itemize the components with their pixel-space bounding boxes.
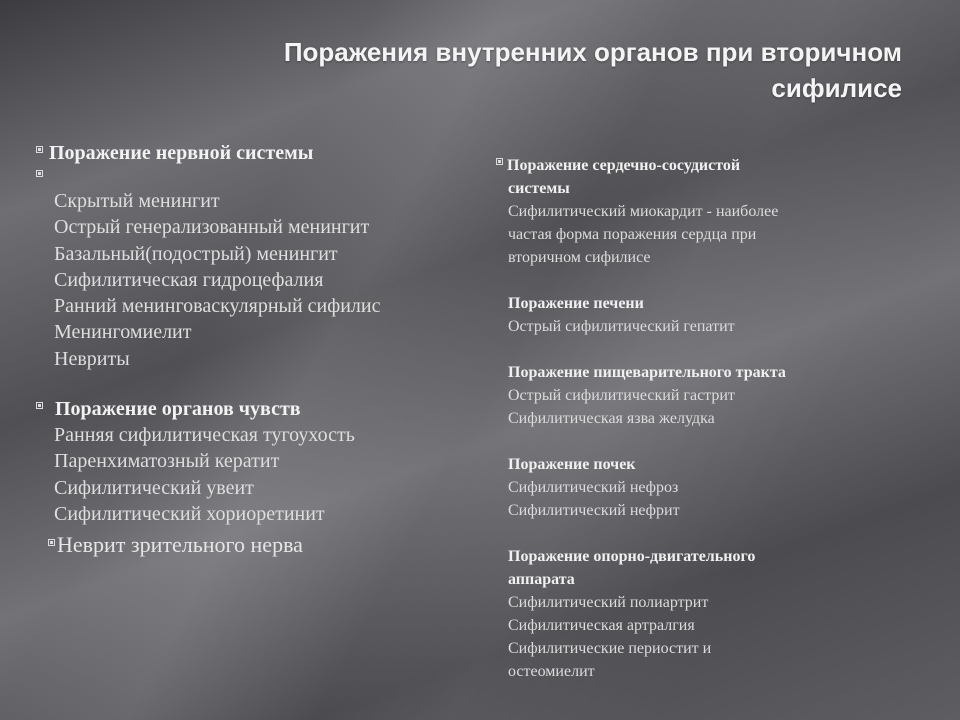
right-column: [496, 154, 896, 683]
nervous-system-heading: [36, 140, 476, 166]
musculoskeletal-heading-line1: Поражение опорно-двигательного: [508, 548, 756, 565]
list-item: Сифилитический увеит: [54, 476, 254, 499]
list-item: Острый сифилитический гастрит: [508, 387, 735, 404]
slide-title-line1: Поражения внутренних органов при вторичном: [283, 37, 902, 67]
kidney-heading: Поражение почек: [508, 456, 636, 473]
list-item: остеомиелит: [508, 663, 595, 680]
liver-heading: Поражение печени: [508, 295, 644, 312]
list-item: Паренхиматозный кератит: [54, 450, 280, 473]
left-column: [36, 140, 476, 559]
list-item: Ранний менинговаскулярный сифилис: [54, 295, 381, 318]
list-item: Сифилитическая артралгия: [508, 617, 695, 634]
cardiovascular-heading-line2: системы: [508, 180, 570, 197]
list-item: Ранняя сифилитическая тугоухость: [54, 424, 355, 447]
nervous-system-heading-text: Поражение нервной системы: [49, 142, 314, 164]
slide-title: [142, 34, 902, 106]
square-bullet-icon: [496, 158, 503, 165]
optic-nerve-item: [36, 531, 476, 559]
list-item: вторичном сифилисе: [508, 249, 651, 266]
nervous-system-list: [54, 188, 476, 372]
square-bullet-icon: [36, 170, 43, 177]
list-item: Базальный(подострый) менингит: [54, 242, 338, 265]
cardiovascular-heading-line1: Поражение сердечно-сосудистой: [507, 157, 741, 174]
list-item: Сифилитическая язва желудка: [508, 410, 715, 427]
senses-list: [54, 422, 476, 527]
list-item: Невриты: [54, 347, 130, 370]
list-item: Скрытый менингит: [54, 190, 220, 212]
list-item: Сифилитический нефроз: [508, 479, 679, 496]
list-item: Сифилитическая гидроцефалия: [54, 268, 324, 291]
square-bullet-icon: [36, 402, 43, 409]
list-item: Менингомиелит: [54, 321, 192, 344]
senses-heading-text: Поражение органов чувств: [55, 398, 301, 421]
musculoskeletal-heading-line2: аппарата: [508, 571, 575, 588]
list-item: Сифилитический нефрит: [508, 502, 680, 519]
optic-nerve-text: Неврит зрительного нерва: [57, 532, 303, 558]
list-item: Сифилитический полиартрит: [508, 594, 709, 611]
slide-title-line2: сифилисе: [771, 73, 902, 103]
list-item: Острый сифилитический гепатит: [508, 318, 735, 335]
list-item: Острый генерализованный менингит: [54, 216, 370, 239]
list-item: Сифилитический хориоретинит: [54, 502, 325, 525]
senses-heading: [36, 396, 476, 422]
list-item: Сифилитический миокардит - наиболее: [508, 203, 779, 220]
empty-bullet-row: [36, 166, 476, 188]
square-bullet-icon: [48, 539, 55, 546]
square-bullet-icon: [36, 146, 43, 153]
list-item: Сифилитические периостит и: [508, 640, 712, 657]
digestive-heading: Поражение пищеварительного тракта: [508, 364, 786, 381]
list-item: частая форма поражения сердца при: [508, 226, 757, 243]
cardiovascular-heading: [496, 154, 896, 177]
